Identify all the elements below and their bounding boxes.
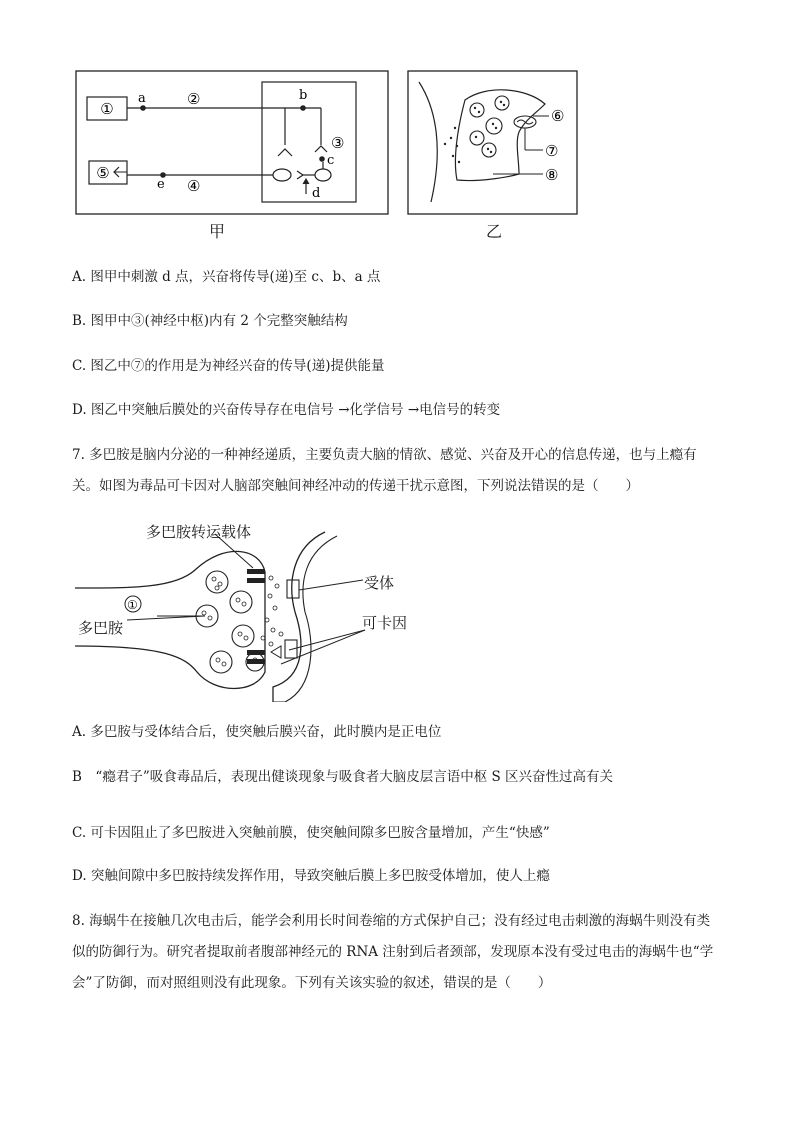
label-transporter: 多巴胺转运载体 [146, 523, 252, 541]
q6-option-c: C. 图乙中⑦的作用是为神经兴奋的传导(递)提供能量 [72, 358, 385, 374]
q7-stem: 7. 多巴胺是脑内分泌的一种神经递质，主要负责大脑的情欲、感觉、兴奋及开心的信息传递，也与上瘾有关。如图为毒品可卡因对人脑部突触间神经冲动的传递干扰示意图，下列说法错误的是（ ） [72, 447, 697, 494]
q7-option-d: D. 突触间隙中多巴胺持续发挥作用，导致突触后膜上多巴胺受体增加，使人上瘾 [72, 868, 550, 884]
q7-option-c: C. 可卡因阻止了多巴胺进入突触前膜，使突触间隙多巴胺含量增加，产生“快感” [72, 825, 550, 841]
label-receptor: 受体 [364, 574, 395, 592]
q6-option-b: B. 图甲中③(神经中枢)内有 2 个完整突触结构 [72, 313, 348, 329]
label-5: ⑤ [96, 164, 110, 182]
q6-option-a: A. 图甲中刺激 d 点，兴奋将传导(递)至 c、b、a 点 [72, 269, 381, 285]
label-4: ④ [187, 177, 201, 195]
q7-option-a: A. 多巴胺与受体结合后，使突触后膜兴奋，此时膜内是正电位 [72, 724, 442, 740]
label-e: e [157, 177, 165, 192]
q7-option-b: B “瘾君子”吸食毒品后，表现出健谈现象与吸食者大脑皮层言语中枢 S 区兴奋性过高有关 [72, 769, 614, 785]
label-a: a [138, 91, 146, 106]
label-c: c [327, 153, 335, 168]
label-d: d [312, 186, 321, 201]
label-circle-1: ① [127, 598, 138, 612]
caption-yi: 乙 [486, 222, 503, 241]
figure-dopamine-synapse [75, 512, 435, 702]
label-3: ③ [331, 134, 345, 152]
figure-yi [407, 70, 579, 216]
label-b: b [299, 88, 308, 103]
label-dopamine: 多巴胺 [78, 619, 124, 637]
q8-stem: 8. 海蜗牛在接触几次电击后，能学会利用长时间卷缩的方式保护自己；没有经过电击刺激的海蜗牛则没有类似的防御行为。研究者提取前者腹部神经元的 RNA 注射到后者颈部，发现原本没有受过电击的海蜗牛也“学会”了防御，而对照组则没有此现象。下列有关该实验的叙述，错误的是（ ） [72, 913, 714, 991]
q6-option-d: D. 图乙中突触后膜处的兴奋传导存在电信号 →化学信号 →电信号的转变 [72, 402, 501, 418]
label-6: ⑥ [551, 107, 565, 125]
label-cocaine: 可卡因 [362, 614, 408, 632]
label-8: ⑧ [545, 166, 559, 184]
caption-jia: 甲 [209, 222, 226, 241]
label-2: ② [187, 90, 201, 108]
label-1: ① [100, 100, 114, 118]
figure-jia [75, 70, 390, 216]
label-7: ⑦ [545, 142, 559, 160]
